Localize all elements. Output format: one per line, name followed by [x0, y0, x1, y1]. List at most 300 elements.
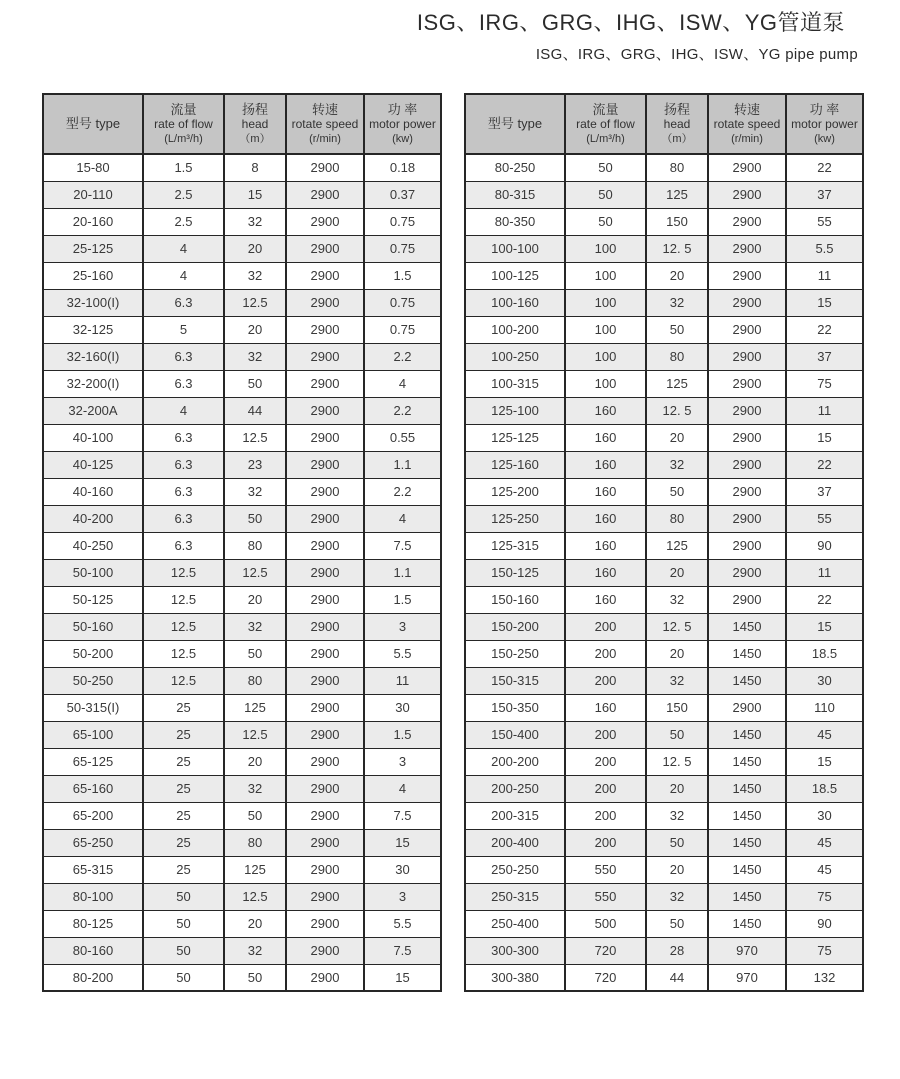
cell-speed: 2900	[708, 208, 786, 235]
table-row	[465, 856, 863, 883]
table-row	[465, 478, 863, 505]
cell-head: 12.5	[224, 559, 286, 586]
cell-power: 75	[786, 883, 863, 910]
cell-flow: 6.3	[143, 424, 224, 451]
cell-head: 12. 5	[646, 613, 708, 640]
cell-flow: 6.3	[143, 343, 224, 370]
table-row	[43, 802, 441, 829]
cell-type: 150-200	[465, 613, 565, 640]
column-label-cn: 扬程	[663, 101, 690, 117]
table-row	[465, 937, 863, 964]
cell-speed: 2900	[286, 343, 364, 370]
cell-flow: 160	[565, 424, 646, 451]
cell-type: 40-200	[43, 505, 143, 532]
cell-head: 32	[646, 802, 708, 829]
cell-power: 11	[786, 559, 863, 586]
cell-power: 15	[786, 424, 863, 451]
table-row	[43, 559, 441, 586]
cell-power: 45	[786, 829, 863, 856]
cell-type: 80-315	[465, 181, 565, 208]
cell-head: 80	[224, 667, 286, 694]
cell-speed: 2900	[286, 559, 364, 586]
cell-flow: 6.3	[143, 451, 224, 478]
cell-power: 11	[786, 397, 863, 424]
cell-type: 40-160	[43, 478, 143, 505]
cell-flow: 200	[565, 640, 646, 667]
table-row	[43, 829, 441, 856]
cell-flow: 25	[143, 721, 224, 748]
cell-type: 150-400	[465, 721, 565, 748]
cell-speed: 2900	[708, 397, 786, 424]
cell-flow: 720	[565, 937, 646, 964]
cell-flow: 160	[565, 694, 646, 721]
cell-flow: 160	[565, 478, 646, 505]
table-row	[465, 532, 863, 559]
header-row	[465, 94, 863, 154]
cell-head: 80	[224, 829, 286, 856]
column-header-speed	[708, 94, 786, 154]
cell-type: 40-250	[43, 532, 143, 559]
page-title: ISG、IRG、GRG、IHG、ISW、YG管道泵	[416, 10, 845, 35]
cell-flow: 12.5	[143, 667, 224, 694]
column-label-cn: 流量	[592, 101, 619, 117]
cell-type: 80-200	[43, 964, 143, 991]
table-row	[465, 424, 863, 451]
cell-flow: 200	[565, 613, 646, 640]
table-row	[465, 262, 863, 289]
table-row	[43, 505, 441, 532]
cell-flow: 550	[565, 856, 646, 883]
cell-type: 65-160	[43, 775, 143, 802]
table-row	[43, 397, 441, 424]
cell-speed: 2900	[286, 640, 364, 667]
cell-type: 150-160	[465, 586, 565, 613]
table-row	[465, 964, 863, 991]
table-row	[465, 154, 863, 181]
cell-head: 32	[224, 613, 286, 640]
cell-power: 22	[786, 586, 863, 613]
column-label-cn: 流量	[170, 101, 197, 117]
cell-type: 150-315	[465, 667, 565, 694]
cell-flow: 12.5	[143, 640, 224, 667]
column-unit: (L/m³/h)	[164, 132, 203, 145]
cell-head: 20	[224, 316, 286, 343]
cell-power: 5.5	[786, 235, 863, 262]
cell-head: 32	[646, 451, 708, 478]
cell-head: 32	[646, 883, 708, 910]
cell-head: 50	[224, 802, 286, 829]
cell-head: 32	[224, 775, 286, 802]
cell-flow: 200	[565, 667, 646, 694]
cell-power: 132	[786, 964, 863, 991]
cell-power: 18.5	[786, 775, 863, 802]
table-row	[43, 667, 441, 694]
cell-power: 0.55	[364, 424, 441, 451]
cell-speed: 2900	[708, 235, 786, 262]
cell-speed: 970	[708, 937, 786, 964]
cell-flow: 6.3	[143, 532, 224, 559]
cell-flow: 550	[565, 883, 646, 910]
cell-speed: 2900	[286, 262, 364, 289]
table-row	[43, 451, 441, 478]
table-row	[43, 613, 441, 640]
cell-type: 20-110	[43, 181, 143, 208]
cell-head: 44	[646, 964, 708, 991]
column-header-type	[43, 94, 143, 154]
cell-flow: 100	[565, 235, 646, 262]
column-label-en: motor power	[791, 116, 858, 131]
cell-head: 20	[224, 910, 286, 937]
cell-type: 20-160	[43, 208, 143, 235]
cell-speed: 2900	[286, 424, 364, 451]
column-unit: (L/m³/h)	[586, 132, 625, 145]
cell-type: 65-315	[43, 856, 143, 883]
table-row	[43, 208, 441, 235]
table-row	[43, 532, 441, 559]
cell-type: 50-160	[43, 613, 143, 640]
column-unit: (r/min)	[309, 132, 341, 145]
cell-speed: 970	[708, 964, 786, 991]
table-row	[43, 289, 441, 316]
cell-type: 40-100	[43, 424, 143, 451]
cell-power: 22	[786, 154, 863, 181]
cell-speed: 2900	[708, 694, 786, 721]
header-row	[43, 94, 441, 154]
cell-head: 20	[646, 424, 708, 451]
column-unit: （m）	[661, 132, 693, 145]
cell-speed: 2900	[286, 829, 364, 856]
column-label-cn: 转速	[733, 101, 760, 117]
cell-type: 80-100	[43, 883, 143, 910]
cell-speed: 2900	[286, 856, 364, 883]
cell-speed: 1450	[708, 856, 786, 883]
cell-speed: 1450	[708, 802, 786, 829]
cell-power: 37	[786, 343, 863, 370]
pump-spec-table-left	[42, 93, 442, 992]
cell-head: 12.5	[224, 424, 286, 451]
cell-type: 100-100	[465, 235, 565, 262]
cell-type: 100-200	[465, 316, 565, 343]
cell-head: 50	[224, 964, 286, 991]
table-row	[465, 748, 863, 775]
column-label-en: motor power	[369, 116, 436, 131]
cell-type: 100-125	[465, 262, 565, 289]
cell-speed: 1450	[708, 883, 786, 910]
column-label-en: head	[241, 116, 269, 131]
cell-power: 4	[364, 505, 441, 532]
cell-flow: 100	[565, 370, 646, 397]
table-row	[43, 154, 441, 181]
table-row	[43, 937, 441, 964]
cell-flow: 200	[565, 775, 646, 802]
cell-type: 100-250	[465, 343, 565, 370]
cell-speed: 2900	[708, 586, 786, 613]
table-row	[43, 478, 441, 505]
cell-flow: 12.5	[143, 559, 224, 586]
cell-type: 100-315	[465, 370, 565, 397]
column-label-en: rate of flow	[154, 116, 213, 131]
cell-flow: 200	[565, 748, 646, 775]
table-row	[465, 883, 863, 910]
cell-flow: 50	[565, 154, 646, 181]
cell-power: 0.75	[364, 316, 441, 343]
cell-speed: 2900	[708, 262, 786, 289]
cell-type: 150-250	[465, 640, 565, 667]
cell-flow: 160	[565, 505, 646, 532]
cell-head: 44	[224, 397, 286, 424]
cell-speed: 2900	[708, 181, 786, 208]
cell-speed: 2900	[708, 424, 786, 451]
table-row	[465, 640, 863, 667]
cell-type: 50-250	[43, 667, 143, 694]
cell-speed: 2900	[286, 802, 364, 829]
table-row	[43, 856, 441, 883]
cell-power: 30	[364, 694, 441, 721]
column-label-en: rate of flow	[576, 116, 635, 131]
table-row	[43, 694, 441, 721]
tables-container	[42, 93, 864, 992]
cell-type: 200-200	[465, 748, 565, 775]
column-header-flow	[565, 94, 646, 154]
table-row	[43, 640, 441, 667]
cell-head: 32	[646, 289, 708, 316]
cell-head: 15	[224, 181, 286, 208]
cell-type: 40-125	[43, 451, 143, 478]
cell-type: 50-125	[43, 586, 143, 613]
cell-type: 125-250	[465, 505, 565, 532]
cell-type: 125-100	[465, 397, 565, 424]
cell-speed: 2900	[708, 559, 786, 586]
table-row	[43, 181, 441, 208]
cell-power: 110	[786, 694, 863, 721]
cell-type: 80-160	[43, 937, 143, 964]
cell-speed: 2900	[286, 667, 364, 694]
cell-speed: 2900	[286, 316, 364, 343]
cell-head: 12.5	[224, 289, 286, 316]
table-row	[43, 235, 441, 262]
cell-type: 65-100	[43, 721, 143, 748]
cell-head: 125	[646, 181, 708, 208]
cell-type: 125-125	[465, 424, 565, 451]
table-row	[43, 748, 441, 775]
cell-flow: 100	[565, 316, 646, 343]
table-row	[43, 883, 441, 910]
cell-power: 3	[364, 613, 441, 640]
cell-type: 80-250	[465, 154, 565, 181]
cell-type: 32-200(I)	[43, 370, 143, 397]
cell-flow: 100	[565, 262, 646, 289]
cell-type: 150-350	[465, 694, 565, 721]
cell-head: 12. 5	[646, 748, 708, 775]
cell-flow: 160	[565, 532, 646, 559]
cell-type: 15-80	[43, 154, 143, 181]
cell-flow: 4	[143, 397, 224, 424]
table-row	[43, 964, 441, 991]
cell-speed: 2900	[286, 451, 364, 478]
cell-power: 0.75	[364, 289, 441, 316]
cell-power: 2.2	[364, 343, 441, 370]
table-row	[465, 559, 863, 586]
cell-head: 12. 5	[646, 397, 708, 424]
table-row	[43, 721, 441, 748]
cell-power: 7.5	[364, 802, 441, 829]
cell-power: 1.5	[364, 586, 441, 613]
cell-speed: 1450	[708, 748, 786, 775]
cell-type: 50-200	[43, 640, 143, 667]
cell-head: 32	[646, 586, 708, 613]
column-unit: (kw)	[814, 132, 835, 145]
cell-head: 80	[646, 154, 708, 181]
cell-speed: 2900	[286, 235, 364, 262]
table-row	[465, 208, 863, 235]
cell-head: 125	[224, 694, 286, 721]
cell-flow: 6.3	[143, 478, 224, 505]
cell-flow: 50	[143, 964, 224, 991]
cell-speed: 2900	[286, 208, 364, 235]
cell-speed: 2900	[286, 154, 364, 181]
cell-power: 30	[364, 856, 441, 883]
cell-head: 50	[646, 478, 708, 505]
cell-type: 25-125	[43, 235, 143, 262]
cell-power: 55	[786, 505, 863, 532]
column-header-head	[646, 94, 708, 154]
cell-flow: 12.5	[143, 586, 224, 613]
cell-head: 125	[646, 370, 708, 397]
cell-type: 25-160	[43, 262, 143, 289]
cell-head: 20	[646, 559, 708, 586]
column-header-power	[786, 94, 863, 154]
cell-speed: 2900	[286, 694, 364, 721]
cell-head: 32	[224, 343, 286, 370]
cell-head: 80	[646, 505, 708, 532]
cell-flow: 6.3	[143, 505, 224, 532]
cell-speed: 2900	[286, 370, 364, 397]
cell-power: 7.5	[364, 937, 441, 964]
cell-power: 4	[364, 775, 441, 802]
column-header-head	[224, 94, 286, 154]
cell-head: 28	[646, 937, 708, 964]
cell-speed: 1450	[708, 910, 786, 937]
cell-type: 250-315	[465, 883, 565, 910]
cell-type: 65-125	[43, 748, 143, 775]
cell-power: 37	[786, 478, 863, 505]
table-row	[43, 370, 441, 397]
cell-type: 250-400	[465, 910, 565, 937]
cell-type: 80-350	[465, 208, 565, 235]
cell-head: 12. 5	[646, 235, 708, 262]
cell-power: 37	[786, 181, 863, 208]
cell-head: 32	[224, 262, 286, 289]
cell-power: 90	[786, 532, 863, 559]
cell-power: 3	[364, 883, 441, 910]
column-label-en: head	[663, 116, 691, 131]
cell-type: 200-400	[465, 829, 565, 856]
cell-power: 15	[786, 289, 863, 316]
cell-power: 22	[786, 316, 863, 343]
cell-speed: 2900	[286, 748, 364, 775]
table-row	[465, 775, 863, 802]
column-label-cn: 功 率	[809, 101, 840, 117]
table-row	[465, 316, 863, 343]
cell-power: 75	[786, 370, 863, 397]
cell-head: 20	[646, 775, 708, 802]
cell-type: 65-250	[43, 829, 143, 856]
cell-speed: 2900	[708, 154, 786, 181]
cell-speed: 1450	[708, 829, 786, 856]
column-unit: (kw)	[392, 132, 413, 145]
cell-head: 20	[224, 748, 286, 775]
cell-speed: 2900	[286, 505, 364, 532]
cell-head: 50	[646, 910, 708, 937]
cell-power: 2.2	[364, 397, 441, 424]
cell-head: 80	[646, 343, 708, 370]
cell-flow: 6.3	[143, 289, 224, 316]
column-label-cn: 扬程	[241, 101, 268, 117]
cell-power: 5.5	[364, 910, 441, 937]
table-row	[465, 397, 863, 424]
cell-type: 50-100	[43, 559, 143, 586]
table-row	[465, 613, 863, 640]
cell-speed: 2900	[708, 370, 786, 397]
cell-speed: 2900	[286, 586, 364, 613]
cell-flow: 100	[565, 289, 646, 316]
cell-speed: 2900	[708, 478, 786, 505]
cell-power: 15	[786, 748, 863, 775]
cell-type: 80-125	[43, 910, 143, 937]
cell-speed: 2900	[286, 181, 364, 208]
pump-spec-table-right	[464, 93, 864, 992]
cell-power: 90	[786, 910, 863, 937]
cell-flow: 720	[565, 964, 646, 991]
cell-flow: 200	[565, 721, 646, 748]
table-row	[465, 235, 863, 262]
cell-speed: 2900	[708, 532, 786, 559]
column-label-cn: 功 率	[387, 101, 418, 117]
cell-speed: 1450	[708, 775, 786, 802]
cell-head: 125	[224, 856, 286, 883]
cell-head: 8	[224, 154, 286, 181]
cell-power: 5.5	[364, 640, 441, 667]
cell-head: 32	[224, 208, 286, 235]
cell-head: 20	[646, 640, 708, 667]
cell-flow: 50	[565, 208, 646, 235]
cell-speed: 2900	[286, 613, 364, 640]
cell-power: 1.1	[364, 451, 441, 478]
table-row	[465, 802, 863, 829]
cell-power: 0.75	[364, 235, 441, 262]
table-row	[465, 721, 863, 748]
table-row	[465, 343, 863, 370]
cell-head: 50	[646, 721, 708, 748]
cell-flow: 25	[143, 856, 224, 883]
cell-flow: 25	[143, 694, 224, 721]
cell-type: 200-250	[465, 775, 565, 802]
cell-power: 30	[786, 802, 863, 829]
cell-type: 32-200A	[43, 397, 143, 424]
cell-head: 12.5	[224, 883, 286, 910]
title-block	[417, 6, 858, 64]
table-row	[43, 586, 441, 613]
cell-type: 250-250	[465, 856, 565, 883]
table-row	[43, 262, 441, 289]
cell-flow: 25	[143, 748, 224, 775]
cell-flow: 100	[565, 343, 646, 370]
cell-head: 20	[646, 856, 708, 883]
cell-speed: 2900	[708, 451, 786, 478]
column-label-en: rotate speed	[291, 116, 359, 131]
cell-flow: 500	[565, 910, 646, 937]
cell-type: 50-315(I)	[43, 694, 143, 721]
